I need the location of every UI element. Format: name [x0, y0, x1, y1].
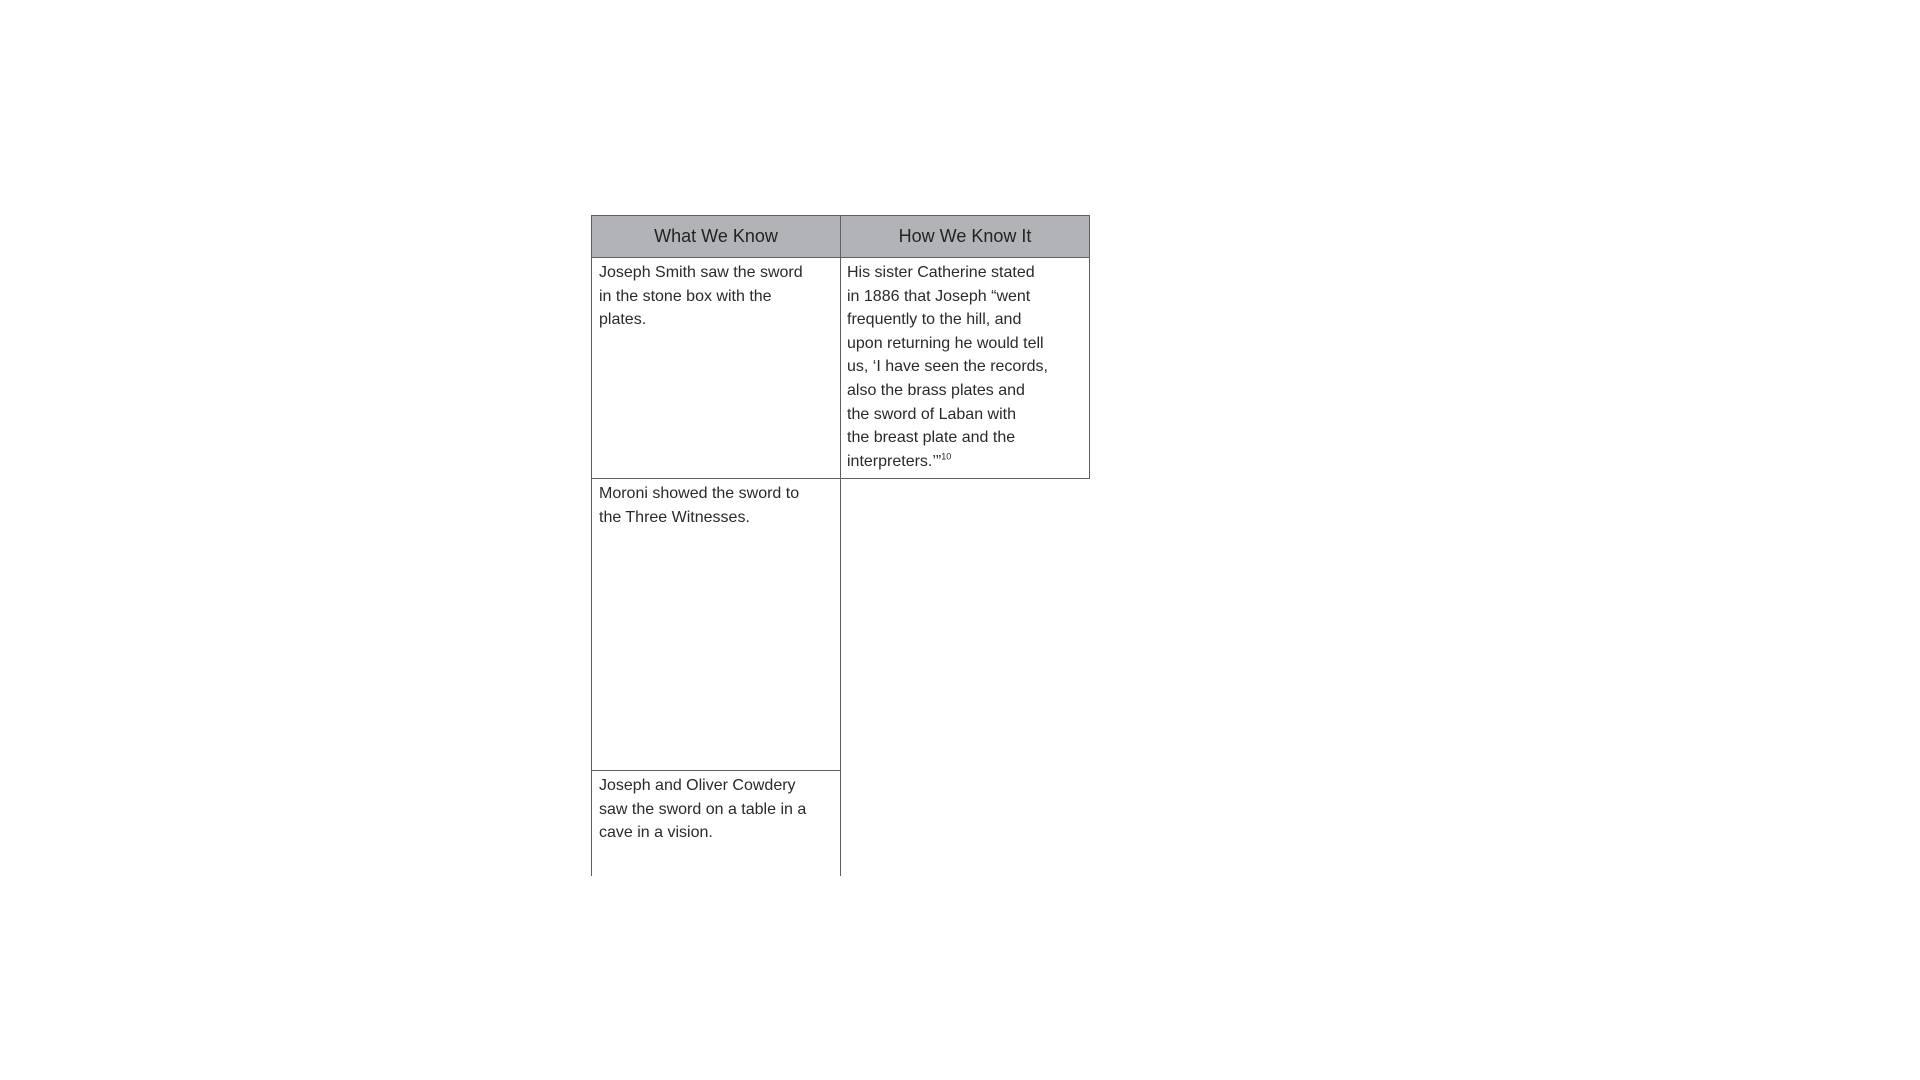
- cell-text: Joseph and Oliver Cowdery saw the sword on a table in a cave in a vision.: [599, 777, 807, 842]
- cell-text: His sister Catherine stated in 1886 that Joseph “went frequently to the hill, and upon returning he would tell us, ‘I have seen the records, also the brass plates and the sword of Laban with the breast plate and the interpreters.’”: [847, 264, 1048, 470]
- table-cell-what-2: [591, 478, 841, 771]
- table-cell-what-3: [591, 770, 841, 876]
- cell-text: Moroni showed the sword to the Three Witnesses.: [599, 485, 800, 526]
- table-cell-how-1: [840, 257, 1090, 479]
- header-how-we-know-it: How We Know It: [840, 215, 1090, 258]
- footnote-marker: 10: [941, 451, 952, 462]
- table-cell-what-1: [591, 257, 841, 479]
- header-what-we-know: What We Know: [591, 215, 841, 258]
- cell-text: Joseph Smith saw the sword in the stone box with the plates.: [599, 264, 803, 329]
